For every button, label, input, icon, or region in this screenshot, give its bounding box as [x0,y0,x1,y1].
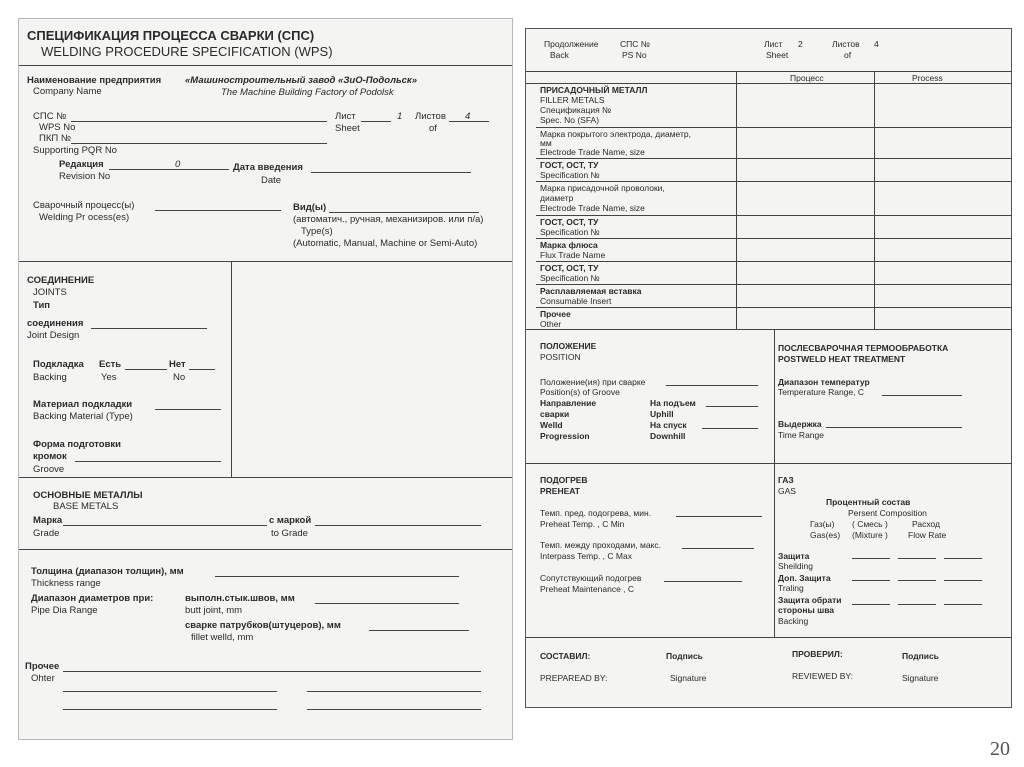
filler-row-5-a: Марка флюса [540,240,598,250]
uphill-en: Uphill [650,409,674,419]
comp-ru: Процентный состав [826,497,911,507]
back-en: Backing [778,616,809,626]
grade-field[interactable] [63,525,267,526]
back-flow-field[interactable] [944,604,982,605]
sheets-label: Листов [415,111,446,122]
pre-min-ru: Темп. пред. подогрева, мин. [540,508,652,518]
back-mix-field[interactable] [898,604,936,605]
r-sheet-value: 2 [798,39,803,49]
pkp-label: ПКП № [39,133,72,144]
r-ps-en: PS No [622,50,647,60]
reviewed-en: REVIEWED BY: [792,671,853,681]
other-field-5[interactable] [307,709,481,710]
pwht-ru: ПОСЛЕСВАРОЧНАЯ ТЕРМООБРАБОТКА [778,343,949,353]
pqr-label: Supporting PQR No [33,145,117,156]
filler-row-0-c: Спецификация № [540,105,612,115]
dir-en: Welld [540,420,563,430]
r-sps-ru: СПС № [620,39,650,49]
joints-en: JOINTS [33,287,67,298]
mix-en: (Mixture ) [852,530,888,540]
shield-gas-field[interactable] [852,558,890,559]
filler-row-7-a: Расплавляемая вставка [540,286,642,296]
inter-field[interactable] [682,548,754,549]
gas-ru: ГАЗ [778,475,794,485]
revision-field[interactable] [109,169,229,170]
pre-min-en: Preheat Temp. , C Min [540,519,625,529]
butt-en: butt joint, mm [185,605,243,616]
position-en: POSITION [540,352,581,362]
joint-type-ru2: соединения [27,318,84,329]
prepared-ru: СОСТАВИЛ: [540,651,591,661]
other-ru: Прочее [25,661,60,672]
backing-mat-en: Backing Material (Type) [33,411,133,422]
inter-ru: Темп. между проходами, макс. [540,540,662,550]
fillet-en: fillet welld, mm [191,632,254,643]
backing-yes-field[interactable] [125,369,167,370]
backing-no-ru: Нет [169,359,186,370]
gas-en: GAS [778,486,796,496]
col-process-en: Process [912,73,943,83]
r-sheets-ru: Листов [832,39,860,49]
title-ru: СПЕЦИФИКАЦИЯ ПРОЦЕССА СВАРКИ (СПС) [27,28,315,43]
uphill-ru: На подъем [650,398,696,408]
sign-ru: Подпись [666,651,703,661]
pipe-en: Pipe Dia Range [31,605,98,616]
filler-row-1-c: Electrode Trade Name, size [540,147,645,157]
sps-label: СПС № [33,111,67,122]
time-ru: Выдержка [778,419,822,429]
downhill-ru: На спуск [650,420,687,430]
pre-min-field[interactable] [676,516,762,517]
grade-en: Grade [33,528,60,539]
shield-en: Sheilding [778,561,813,571]
filler-row-7-b: Consumable Insert [540,296,612,306]
dir-en2: Progression [540,431,590,441]
back-ru2: стороны шва [778,605,835,615]
pipe-ru: Диапазон диаметров при: [31,593,154,604]
filler-row-4-a: ГОСТ, ОСТ, ТУ [540,217,599,227]
with-grade-ru: с маркой [269,515,312,526]
joints-ru: СОЕДИНЕНИЕ [27,275,95,286]
title-en: WELDING PROCEDURE SPECIFICATION (WPS) [41,44,333,59]
downhill-field[interactable] [702,428,758,429]
grade-ru: Марка [33,515,63,526]
sheet-value: 1 [397,111,403,122]
type-label: Вид(ы) [293,202,327,213]
to-grade-en: to Grade [271,528,308,539]
revision-value: 0 [175,159,181,170]
joint-design-en: Joint Design [27,330,80,341]
comp-en: Persent Composition [848,508,927,518]
to-grade-field[interactable] [315,525,481,526]
company-value-en: The Machine Building Factory of Podolsk [221,87,394,98]
filler-row-3-a: Марка присадочной проволоки, [540,183,665,193]
col-process-ru: Процесс [790,73,824,83]
back-gas-field[interactable] [852,604,890,605]
temp-field[interactable] [882,395,962,396]
temp-en: Temperature Range, C [778,387,864,397]
pos-groove-field[interactable] [666,385,758,386]
base-en: BASE METALS [53,501,119,512]
company-label-en: Company Name [33,86,102,97]
cont-en: Back [550,50,569,60]
time-field[interactable] [826,427,962,428]
prepared-en: PREPAREAD BY: [540,673,608,683]
process-field[interactable] [155,210,281,211]
backing-yes-en: Yes [101,372,117,383]
sign2-ru: Подпись [902,651,939,661]
groove-ru: Форма подготовки [33,439,122,450]
revision-en: Revision No [59,171,111,182]
cont-ru: Продолжение [544,39,599,49]
other-field-3[interactable] [307,691,481,692]
preheat-ru: ПОДОГРЕВ [540,475,588,485]
pkp-field[interactable] [71,143,327,144]
uphill-field[interactable] [706,406,758,407]
other-field-2[interactable] [63,691,277,692]
sheet-label: Лист [335,111,356,122]
other-en: Ohter [31,673,55,684]
type-en: Type(s) [301,226,333,237]
groove-ru2: кромок [33,451,67,462]
trail-gas-field[interactable] [852,580,890,581]
mix-ru: ( Смесь ) [852,519,888,529]
flow-ru: Расход [912,519,941,529]
pos-groove-en: Position(s) of Groove [540,387,620,397]
dir-ru: Направление [540,398,597,408]
other-field-4[interactable] [63,709,277,710]
downhill-en: Downhill [650,431,686,441]
trail-ru: Доп. Защита [778,573,831,583]
time-en: Time Range [778,430,824,440]
joint-type-ru: Тип [33,300,51,311]
backing-no-en: No [173,372,186,383]
back-ru: Защита обрати [778,595,842,605]
filler-row-2-b: Specification № [540,170,600,180]
wps-label: WPS No [39,122,76,133]
filler-row-1-a: Марка покрытого электрода, диаметр, [540,129,691,139]
trail-mix-field[interactable] [898,580,936,581]
thickness-field[interactable] [215,576,459,577]
filler-row-8-a: Прочее [540,309,571,319]
backing-yes-ru: Есть [99,359,122,370]
of-label: of [429,123,437,134]
butt-ru: выполн.стык.швов, мм [185,593,295,604]
company-label-ru: Наименование предприятия [27,75,162,86]
r-of-en: of [844,50,852,60]
r-sheet-en: Sheet [766,50,789,60]
revision-label: Редакция [59,159,104,170]
temp-ru: Диапазон температур [778,377,870,387]
thickness-en: Thickness range [31,578,101,589]
backing-no-field[interactable] [189,369,215,370]
type-field[interactable] [329,212,479,213]
filler-row-0-b: FILLER METALS [540,95,605,105]
filler-row-3-b: диаметр [540,193,574,203]
preheat-en: PREHEAT [540,486,580,496]
date-field[interactable] [311,172,471,173]
process-en: Welding Pr ocess(es) [39,212,130,223]
sign-en: Signature [670,673,707,683]
joint-design-field[interactable] [91,328,207,329]
sps-field[interactable] [71,121,327,122]
groove-en: Groove [33,464,65,475]
filler-row-5-b: Flux Trade Name [540,250,606,260]
filler-row-0-d: Spec. No (SFA) [540,115,600,125]
maint-en: Preheat Maintenance , C [540,584,635,594]
thickness-ru: Толщина (диапазон толщин), мм [31,566,184,577]
date-en: Date [261,175,282,186]
trail-flow-field[interactable] [944,580,982,581]
pwht-en: POSTWELD HEAT TREATMENT [778,354,906,364]
wps-sheet-back [525,28,1012,708]
gases-en: Gas(es) [810,530,841,540]
fillet-field[interactable] [369,630,469,631]
position-ru: ПОЛОЖЕНИЕ [540,341,597,351]
inter-en: Interpass Temp. , C Max [540,551,632,561]
r-sheets-value: 4 [874,39,879,49]
r-sheet-ru: Лист [764,39,783,49]
filler-row-0-a: ПРИСАДОЧНЫЙ МЕТАЛЛ [540,85,648,95]
backing-mat-ru: Материал подкладки [33,399,133,410]
shield-ru: Защита [778,551,810,561]
sheet-label-en: Sheet [335,123,360,134]
filler-row-1-b: мм [540,138,552,148]
sheets-value: 4 [465,111,471,122]
gases-ru: Газ(ы) [810,519,835,529]
filler-row-2-a: ГОСТ, ОСТ, ТУ [540,160,599,170]
groove-field[interactable] [75,461,221,462]
date-label: Дата введения [233,162,303,173]
fillet-ru: сварке патрубков(штуцеров), мм [185,620,341,631]
filler-row-6-a: ГОСТ, ОСТ, ТУ [540,263,599,273]
backing-ru: Подкладка [33,359,84,370]
page-number: 20 [990,738,1010,760]
filler-row-3-c: Electrode Trade Name, size [540,203,645,213]
other-field-1[interactable] [63,671,481,672]
shield-mix-field[interactable] [898,558,936,559]
base-ru: ОСНОВНЫЕ МЕТАЛЛЫ [33,490,143,501]
reviewed-ru: ПРОВЕРИЛ: [792,649,843,659]
type-hint-en: (Automatic, Manual, Machine or Semi-Auto) [293,238,478,249]
sign2-en: Signature [902,673,939,683]
filler-row-4-b: Specification № [540,227,600,237]
butt-field[interactable] [315,603,459,604]
maint-field[interactable] [664,581,742,582]
filler-row-6-b: Specification № [540,273,600,283]
backing-mat-field[interactable] [155,409,221,410]
maint-ru: Сопутствующий подогрев [540,573,642,583]
trail-en: Traling [778,583,804,593]
pos-groove-ru: Положение(ия) при сварке [540,377,646,387]
type-hint-ru: (автоматич., ручная, механизиров. или п/а) [293,214,484,225]
dir-ru2: сварки [540,409,570,419]
shield-flow-field[interactable] [944,558,982,559]
backing-en: Backing [33,372,67,383]
process-label: Сварочный процесс(ы) [33,200,135,211]
filler-row-8-b: Other [540,319,562,329]
flow-en: Flow Rate [908,530,947,540]
company-value-ru: «Машиностроительный завод «ЗиО-Подольск» [185,75,418,86]
wps-sheet-front [18,18,513,740]
